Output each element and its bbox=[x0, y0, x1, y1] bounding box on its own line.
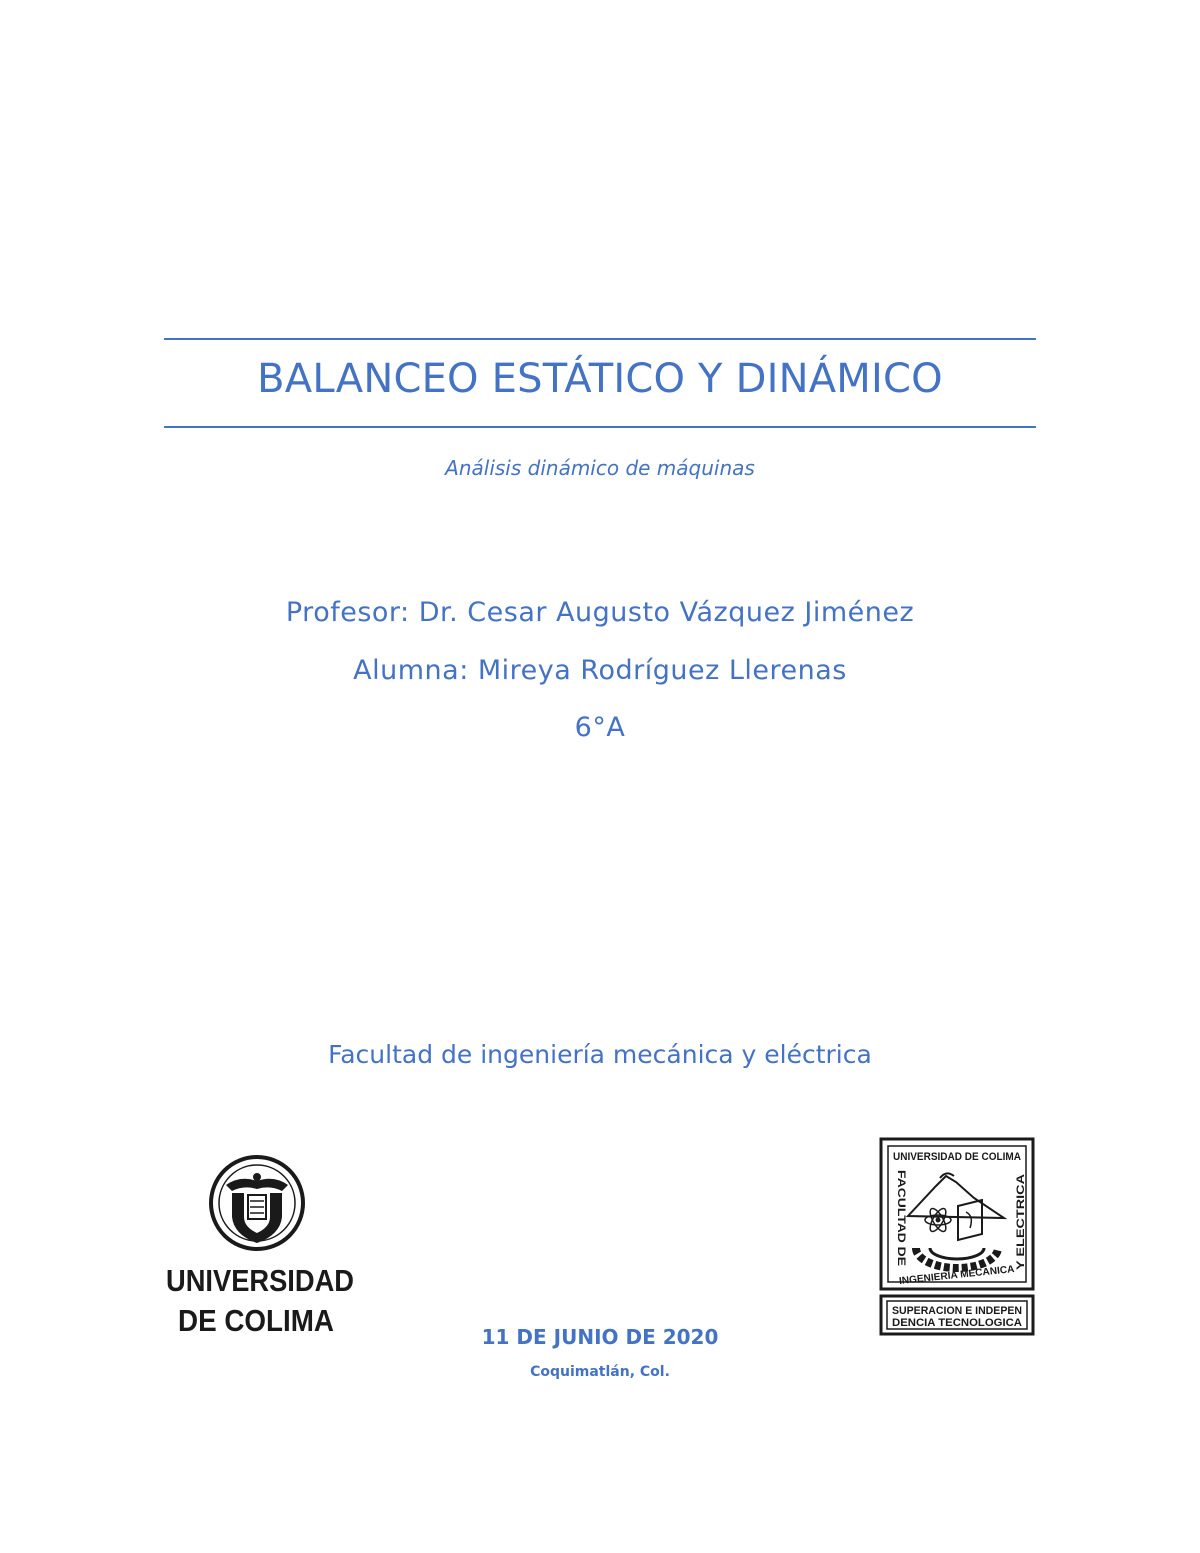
university-name-line2: DE COLIMA bbox=[178, 1303, 334, 1338]
student-line: Alumna: Mireya Rodríguez Llerenas bbox=[353, 655, 847, 686]
title-rule-bottom bbox=[164, 426, 1036, 428]
seal-top-text: UNIVERSIDAD DE COLIMA bbox=[893, 1151, 1022, 1163]
seal-motto-line1: SUPERACION E INDEPEN bbox=[892, 1305, 1023, 1317]
title-rule-top bbox=[164, 338, 1036, 340]
seal-motto-line2: DENCIA TECNOLOGICA bbox=[892, 1317, 1023, 1329]
faculty-line: Facultad de ingeniería mecánica y eléctrica bbox=[328, 1040, 872, 1069]
university-crest-icon bbox=[160, 1155, 360, 1340]
document-title: BALANCEO ESTÁTICO Y DINÁMICO bbox=[257, 356, 943, 402]
university-logo bbox=[160, 1155, 360, 1340]
university-name-line1: UNIVERSIDAD bbox=[166, 1263, 354, 1298]
document-subtitle: Análisis dinámico de máquinas bbox=[445, 456, 755, 480]
professor-line: Profesor: Dr. Cesar Augusto Vázquez Jiménez bbox=[285, 597, 915, 628]
date-line: 11 DE JUNIO DE 2020 bbox=[481, 1325, 719, 1349]
faculty-seal-icon bbox=[878, 1136, 1036, 1338]
seal-bottom-text: INGENIERIA MECANICA bbox=[898, 1264, 1014, 1288]
seal-right-text: Y ELECTRICA bbox=[1015, 1196, 1027, 1270]
place-line: Coquimatlán, Col. bbox=[530, 1364, 670, 1380]
seal-left-text: FACULTAD DE bbox=[895, 1170, 907, 1246]
faculty-seal bbox=[878, 1136, 1036, 1338]
group-line: 6°A bbox=[574, 712, 626, 743]
